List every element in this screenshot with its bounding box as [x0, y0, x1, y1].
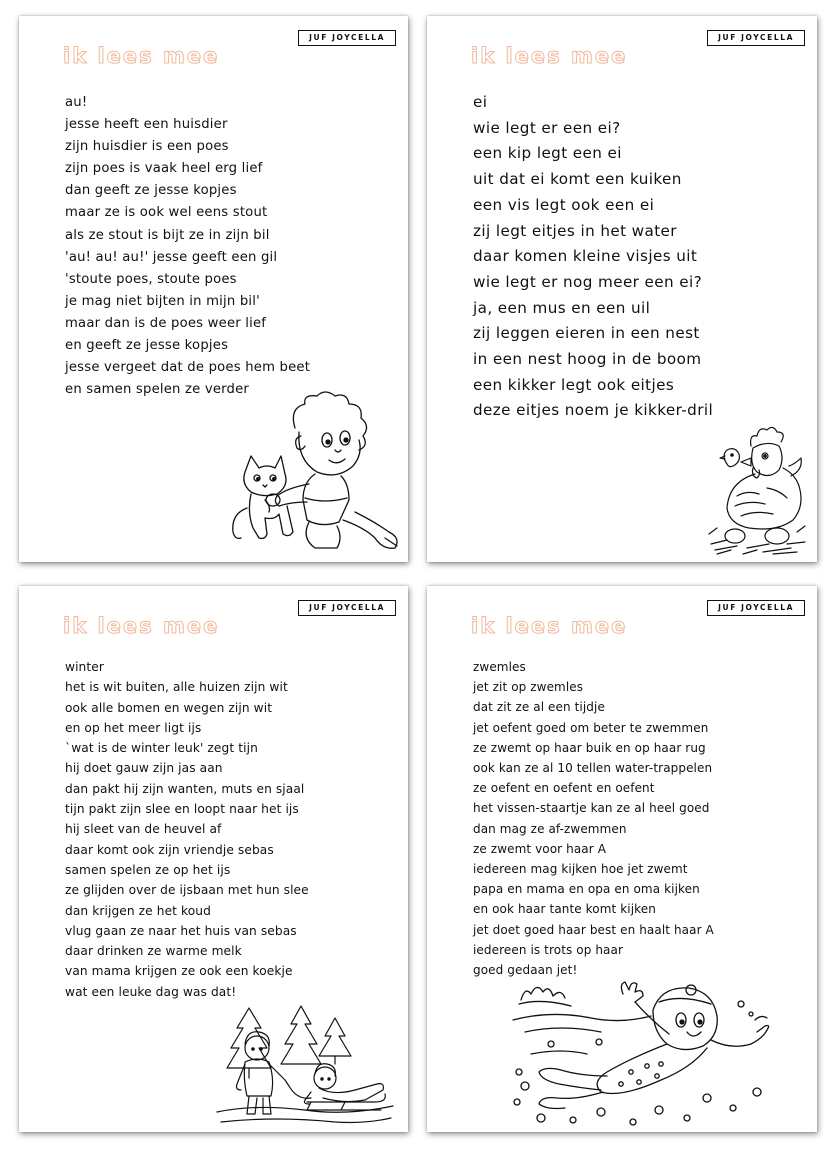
- poem-line: winter: [65, 660, 104, 674]
- card-title: ik lees mee: [63, 614, 220, 638]
- poem-line: hij doet gauw zijn jas aan: [65, 761, 223, 776]
- poem-line: en op het meer ligt ijs: [65, 720, 202, 735]
- poem-line: ze glijden over de ijsbaan met hun slee: [65, 883, 309, 898]
- poem-line: het is wit buiten, alle huizen zijn wit: [65, 680, 288, 695]
- poem-lines: [65, 92, 310, 401]
- poem-line: ook alle bomen en wegen zijn wit: [65, 700, 273, 715]
- hen-on-eggs-illustration: [707, 424, 807, 556]
- poem-line: wie legt er nog meer een ei?: [473, 272, 703, 291]
- poem-line: samen spelen ze op het ijs: [65, 862, 231, 877]
- poem-line: maar dan is de poes weer lief: [65, 315, 267, 331]
- poem-line: en samen spelen ze verder: [65, 382, 250, 398]
- card-title: ik lees mee: [63, 44, 220, 68]
- poem-line: dan pakt hij zijn wanten, muts en sjaal: [65, 781, 305, 796]
- poem-line: in een nest hoog in de boom: [473, 350, 702, 369]
- poem-line: daar komt ook zijn vriendje sebas: [65, 842, 274, 857]
- poem-line: jet oefent goed om beter te zwemmen: [473, 720, 709, 735]
- poem-line: vlug gaan ze naar het huis van sebas: [65, 923, 297, 938]
- card-title: ik lees mee: [471, 614, 628, 638]
- poem-line: papa en mama en opa en oma kijken: [473, 882, 700, 897]
- poem-line: wat een leuke dag was dat!: [65, 984, 237, 999]
- poem-line: 'stoute poes, stoute poes: [65, 271, 237, 287]
- reading-card-au: [19, 16, 408, 562]
- kids-with-sled-illustration: [215, 1004, 395, 1126]
- poem-line: ze zwemt op haar buik en op haar rug: [473, 740, 706, 755]
- poem-lines: [473, 657, 714, 980]
- poem-line: een kikker legt ook eitjes: [473, 375, 675, 394]
- poem-line: als ze stout is bijt ze in zijn bil: [65, 227, 270, 243]
- poem-lines: [473, 90, 713, 424]
- poem-line: zij legt eitjes in het water: [473, 221, 677, 240]
- poem-line: zwemles: [473, 660, 526, 674]
- poem-line: daar komen kleine visjes uit: [473, 247, 698, 266]
- poem-line: zijn poes is vaak heel erg lief: [65, 161, 263, 177]
- poem-line: dat zit ze al een tijdje: [473, 700, 605, 715]
- boy-with-kitten-illustration: [225, 388, 405, 558]
- poem-line: iedereen mag kijken hoe jet zwemt: [473, 862, 688, 877]
- poem-line: daar drinken ze warme melk: [65, 944, 242, 959]
- poem-line: ze zwemt voor haar A: [473, 841, 607, 856]
- reading-card-zwemles: [427, 586, 817, 1132]
- girl-swimming-illustration: [511, 980, 773, 1128]
- poem-line: en geeft ze jesse kopjes: [65, 338, 229, 354]
- poem-line: een vis legt ook een ei: [473, 195, 655, 214]
- poem-line: jet zit op zwemles: [473, 680, 584, 695]
- poem-line: jet doet goed haar best en haalt haar A: [473, 922, 714, 937]
- poem-line: goed gedaan jet!: [473, 963, 578, 978]
- reading-card-winter: [19, 586, 408, 1132]
- poem-line: ja, een mus en een uil: [473, 298, 651, 317]
- poem-line: een kip legt een ei: [473, 144, 622, 163]
- poem-line: maar ze is ook wel eens stout: [65, 205, 268, 221]
- poem-line: dan krijgen ze het koud: [65, 903, 211, 918]
- card-title: ik lees mee: [471, 44, 628, 68]
- poem-line: 'au! au! au!' jesse geeft een gil: [65, 249, 278, 265]
- poem-line: dan mag ze af-zwemmen: [473, 821, 627, 836]
- poem-line: hij sleet van de heuvel af: [65, 822, 222, 837]
- reading-card-ei: [427, 16, 817, 562]
- poem-line: je mag niet bijten in mijn bil': [65, 293, 260, 309]
- poem-line: `wat is de winter leuk' zegt tijn: [65, 741, 258, 756]
- poem-line: iedereen is trots op haar: [473, 942, 623, 957]
- poem-line: wie legt er een ei?: [473, 118, 621, 137]
- poem-line: tijn pakt zijn slee en loopt naar het ijs: [65, 802, 299, 817]
- poem-line: deze eitjes noem je kikker-dril: [473, 401, 714, 420]
- poem-line: en ook haar tante komt kijken: [473, 902, 656, 917]
- poem-line: au!: [65, 95, 88, 110]
- poem-line: dan geeft ze jesse kopjes: [65, 183, 237, 199]
- poem-line: zijn huisdier is een poes: [65, 139, 229, 155]
- poem-line: ze oefent en oefent en oefent: [473, 781, 655, 796]
- poem-line: ei: [473, 93, 488, 111]
- poem-line: uit dat ei komt een kuiken: [473, 170, 682, 189]
- poem-line: van mama krijgen ze ook een koekje: [65, 964, 293, 979]
- poem-line: het vissen-staartje kan ze al heel goed: [473, 801, 710, 816]
- brand-label: JUF JOYCELLA: [707, 30, 805, 46]
- brand-label: JUF JOYCELLA: [707, 600, 805, 616]
- poem-line: ook kan ze al 10 tellen water-trappelen: [473, 761, 713, 776]
- poem-line: jesse vergeet dat de poes hem beet: [65, 360, 311, 376]
- brand-label: JUF JOYCELLA: [298, 600, 396, 616]
- poem-lines: [65, 657, 309, 1002]
- poem-line: zij leggen eieren in een nest: [473, 324, 700, 343]
- brand-label: JUF JOYCELLA: [298, 30, 396, 46]
- poem-line: jesse heeft een huisdier: [65, 117, 228, 133]
